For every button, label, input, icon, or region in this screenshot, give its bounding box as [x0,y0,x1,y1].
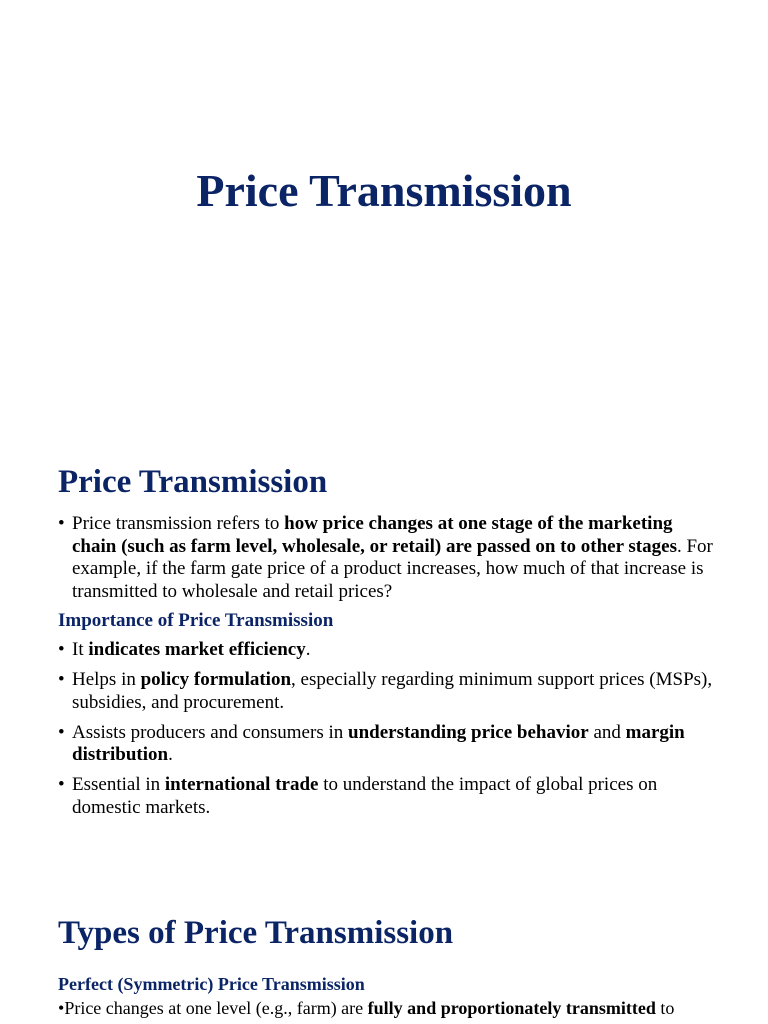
section-heading: Types of Price Transmission [58,915,454,951]
price-transmission-section [58,464,718,819]
section-heading: Price Transmission [58,464,328,500]
importance-list [58,639,718,819]
definition-item [58,513,718,603]
types-section [58,915,758,1019]
text: Essential in [72,774,165,795]
list-item [58,639,718,662]
bold-text: fully and proportionately transmitted [367,998,656,1018]
text: , especially regarding minimum support prices (MSPs), subsidies, and procurement. [72,669,713,713]
text: and [588,721,626,743]
title-slide-heading: Price Transmission [196,165,572,216]
bullet-icon: • [58,998,65,1018]
perfect-transmission-item [58,997,758,1019]
text: to understand the impact of global prices on domestic markets. [72,774,658,818]
bold-text: indicates market efficiency [88,639,306,660]
importance-subheading: Importance of Price Transmission [58,610,334,631]
perfect-transmission-subheading: Perfect (Symmetric) Price Transmission [58,974,365,994]
bold-text: how price changes at one stage of the marketing chain (such as farm level, wholesale, or retail) are passed on to other stages [72,513,677,557]
bold-text: policy formulation [140,669,292,690]
text: It [72,639,89,660]
text: . [305,639,311,660]
bold-text: margin distribution [72,721,685,765]
text: to [655,998,675,1018]
bold-text: international trade [164,774,319,795]
text: Helps in [72,669,141,690]
bold-text: understanding price behavior [348,721,589,743]
definition-list [58,513,718,603]
text: . [168,744,173,765]
text: Price changes at one level (e.g., farm) are [64,998,368,1018]
text: . For example, if the farm gate price of a product increases, how much of that increase is transmitted to wholesale and retail prices? [72,535,713,602]
list-item [58,722,718,767]
list-item [58,669,718,714]
list-item [58,774,718,819]
text: Assists producers and consumers in [72,721,348,743]
text: Price transmission refers to [72,513,285,534]
